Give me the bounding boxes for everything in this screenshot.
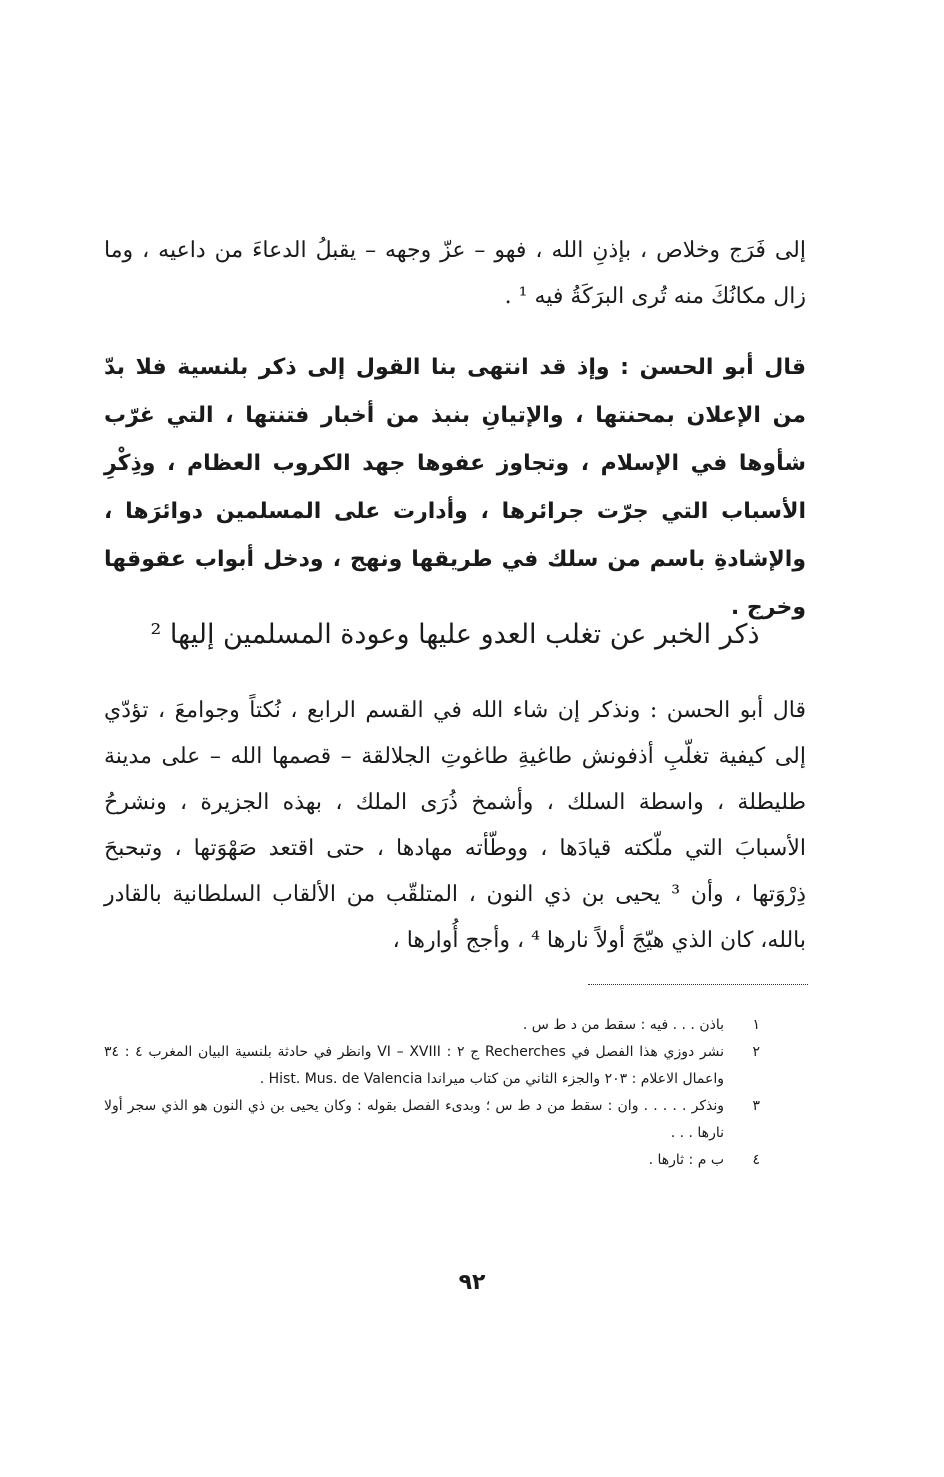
footnote-divider [588, 984, 808, 985]
body-paragraph: قال أبو الحسن : ونذكر إن شاء الله في القسم الرابع ، نُكتاً وجوامعَ ، تؤدّي إلى كيفية تغلّبِ أذفونش طاغيةِ طاغوتِ الجلالقة – قصمها الله – على مدينة طليطلة ، واسطة السلك ، وأشمخ ذُرَى الملك ، بهذه الجزيرة ، ونشرحُ الأسبابَ التي ملّكته قيادَها ، ووطّأته مهادها ، حتى اقتعد صَهْوَتها ، وتبحبحَ ذِرْوَتها ، وأن ³ يحيى بن ذي النون ، المتلقّب من الألقاب السلطانية بالقادر بالله، كان الذي هيّجَ أولاً نارها ⁴ ، وأجج أُوارها ، [104, 698, 807, 953]
footnote-number: ٢ [752, 1044, 760, 1060]
footnote [104, 1039, 760, 1093]
footnote-text: باذن . . . فيه : سقط من د ط س . [522, 1017, 724, 1033]
footnote-text: نشر دوزي هذا الفصل في Recherches ج ٢ : VI – XVIII وانظر في حادثة بلنسية البيان المغرب ٤ : ٣٤ واعمال الاعلام : ٢٠٣ والجزء الثاني من كتاب ميراندا Hist. Mus. de Valencia . [104, 1044, 725, 1087]
footnote-number: ٣ [752, 1098, 760, 1114]
footnote [104, 1093, 760, 1147]
page-number: ٩٢ [458, 1270, 486, 1295]
footnote-number: ١ [752, 1017, 760, 1033]
footnote-number: ٤ [752, 1152, 760, 1168]
footnote [104, 1147, 760, 1174]
footnote-text: ب م : ثارها . [648, 1152, 724, 1168]
opening-paragraph: إلى فَرَج وخلاص ، بإذنِ الله ، فهو – عزّ وجهه – يقبلُ الدعاءَ من داعيه ، وما زال مكانُكَ منه تُرى البرَكَةُ فيه ¹ . [104, 238, 806, 309]
body-paragraph-block [104, 688, 806, 964]
footnotes [104, 1012, 760, 1174]
section-heading: ذكر الخبر عن تغلب العدو عليها وعودة المسلمين إليها ² [150, 619, 760, 650]
bold-paragraph-block [104, 344, 806, 632]
footnote [104, 1012, 760, 1039]
opening-paragraph-block [104, 228, 806, 320]
bold-paragraph: قال أبو الحسن : وإذ قد انتهى بنا القول إلى ذكر بلنسية فلا بدّ من الإعلان بمحنتها ، والإتيانِ بنبذ من أخبار فتنتها ، التي غرّب شأوها في الإسلام ، وتجاوز عفوها جهد الكروب العظام ، وذِكْرِ الأسباب التي جرّت جرائرها ، وأدارت على المسلمين دوائرَها ، والإشادةِ باسم من سلك في طريقها ونهج ، ودخل أبواب عقوقها وخرج . [104, 355, 806, 620]
footnote-text: ونذكر . . . . . وان : سقط من د ط س ؛ وبدىء الفصل بقوله : وكان يحيى بن ذي النون هو الذي سجر أولا نارها . . . [104, 1098, 724, 1141]
